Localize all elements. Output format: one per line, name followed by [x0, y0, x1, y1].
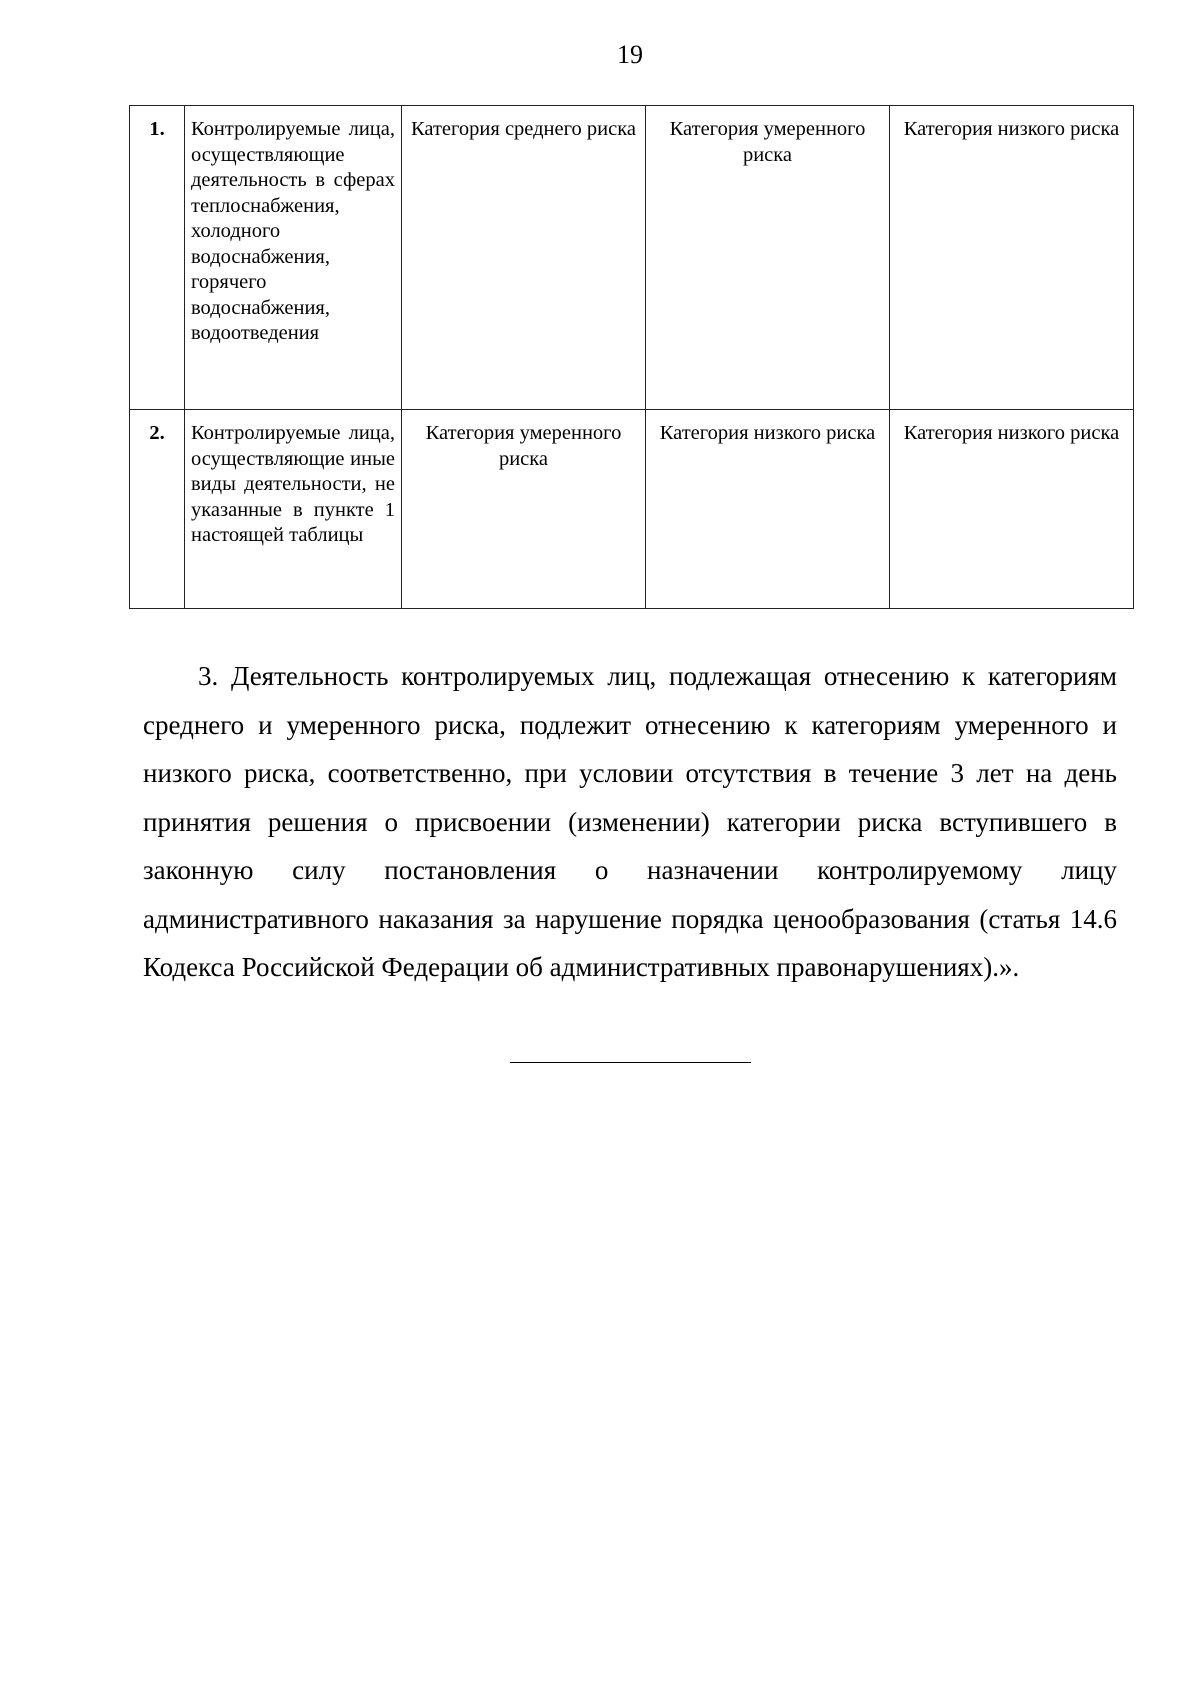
row-category-c: Категория низкого риска	[890, 410, 1134, 609]
row-number: 2.	[130, 410, 185, 609]
table-row	[130, 410, 1134, 609]
row-category-c: Категория низкого риска	[890, 106, 1134, 410]
row-category-b: Категория низкого риска	[646, 410, 890, 609]
body-paragraph-3: 3. Деятельность контролируемых лиц, подлежащая отнесению к категориям среднего и умеренного риска, подлежит отнесению к категориям умеренного и низкого риска, соответственно, при условии отсутствия в течение 3 лет на день принятия решения о присвоении (изменении) категории риска вступившего в законную силу постановления о назначении контролируемому лицу административного наказания за нарушение порядка ценообразования (статья 14.6 Кодекса Российской Федерации об административных правонарушениях).».	[143, 661, 1117, 982]
row-category-a: Категория умеренного риска	[402, 410, 646, 609]
row-subject: Контролируемые лица, осуществляющие иные виды деятельности, не указанные в пункте 1 настоящей таблицы	[185, 410, 402, 609]
page-number: 19	[617, 40, 643, 69]
row-category-b: Категория умеренного риска	[646, 106, 890, 410]
row-subject: Контролируемые лица, осуществляющие деятельность в сферах теплоснабжения, холодного водоснабжения, горячего водоснабжения, водоотведения	[185, 106, 402, 410]
risk-category-table	[129, 105, 1134, 609]
row-category-a: Категория среднего риска	[402, 106, 646, 410]
end-divider	[510, 1062, 751, 1063]
row-number: 1.	[130, 106, 185, 410]
table-row	[130, 106, 1134, 410]
